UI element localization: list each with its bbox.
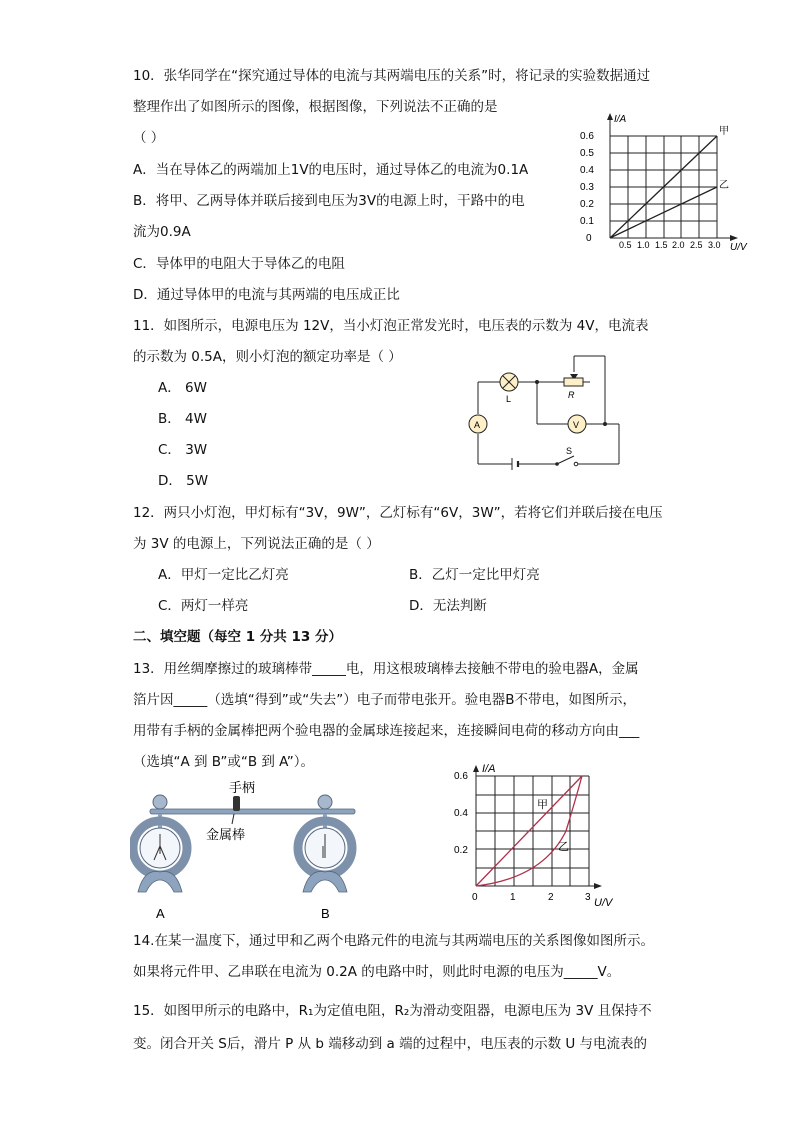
q14-xtick: 1 bbox=[510, 892, 516, 903]
q12-option-b: B．乙灯一定比甲灯亮 bbox=[409, 567, 540, 583]
q13-stem-line2: 箔片因_____（选填“得到”或“失去”）电子而带电张开。验电器B不带电，如图所示， bbox=[133, 692, 636, 708]
q11-option-a: A． 6W bbox=[158, 380, 207, 396]
q14-ytick: 0.2 bbox=[454, 845, 468, 856]
q10-ytick: 0.3 bbox=[580, 182, 594, 193]
q10-xtick: 2.0 bbox=[672, 240, 685, 250]
q13-electroscope-b bbox=[298, 821, 352, 892]
q14-xlabel: U/V bbox=[594, 897, 613, 908]
q11-label-a: A bbox=[474, 420, 481, 430]
q10-stem-line2: 整理作出了如图所示的图像，根据图像，下列说法不正确的是 bbox=[133, 99, 498, 115]
q11-lamp bbox=[500, 373, 518, 391]
q10-ytick: 0.6 bbox=[580, 131, 594, 142]
q14-xtick: 2 bbox=[548, 892, 554, 903]
q11-option-c: C． 3W bbox=[158, 442, 208, 458]
q10-label-yi: 乙 bbox=[719, 180, 729, 191]
q10-option-b-line1: B．将甲、乙两导体并联后接到电压为3V的电源上时，干路中的电 bbox=[133, 193, 525, 209]
q10-ytick: 0.1 bbox=[580, 216, 594, 227]
q10-ytick: 0.2 bbox=[580, 199, 594, 210]
q13-electroscope-figure bbox=[130, 772, 370, 924]
q14-stem-line1: 14.在某一温度下，通过甲和乙两个电路元件的电流与其两端电压的关系图像如图所示。 bbox=[133, 933, 654, 949]
q14-iu-graph bbox=[448, 760, 628, 908]
q13-label-a: A bbox=[156, 906, 165, 921]
q10-answer-paren: （ ） bbox=[133, 130, 165, 146]
q11-option-d: D． 5W bbox=[158, 473, 209, 489]
q11-label-s: S bbox=[566, 446, 573, 456]
q14-ylabel: I/A bbox=[482, 763, 496, 775]
q14-ytick: 0.4 bbox=[454, 808, 468, 819]
q11-label-v: V bbox=[573, 420, 580, 430]
q11-rheostat bbox=[564, 378, 583, 386]
q10-xlabel: U/V bbox=[730, 242, 747, 250]
q10-option-d: D．通过导体甲的电流与其两端的电压成正比 bbox=[133, 287, 400, 303]
q10-ylabel: I/A bbox=[614, 114, 627, 125]
q10-ytick: 0 bbox=[586, 233, 592, 244]
q12-option-c: C．两灯一样亮 bbox=[158, 598, 249, 614]
q11-stem-line1: 11．如图所示，电源电压为 12V，当小灯泡正常发光时，电压表的示数为 4V，电流表 bbox=[133, 318, 649, 334]
q11-label-l: L bbox=[506, 394, 512, 404]
q14-label-jia: 甲 bbox=[537, 799, 548, 811]
q14-ytick: 0.6 bbox=[454, 771, 468, 782]
q10-xtick: 0.5 bbox=[619, 240, 632, 250]
q14-label-yi: 乙 bbox=[558, 841, 569, 853]
q10-xtick: 2.5 bbox=[690, 240, 703, 250]
q10-xtick: 1.0 bbox=[637, 240, 650, 250]
q11-label-r: R bbox=[568, 390, 575, 400]
q13-label-rod: 金属棒 bbox=[206, 827, 246, 842]
q10-option-b-line2: 流为0.9A bbox=[133, 224, 191, 240]
q15-stem-line2: 变。闭合开关 S后，滑片 P 从 b 端移动到 a 端的过程中，电压表的示数 U 与电流表的 bbox=[133, 1036, 648, 1052]
q15-stem-line1: 15．如图甲所示的电路中，R₁为定值电阻，R₂为滑动变阻器，电源电压为 3V 且保持不 bbox=[133, 1003, 652, 1019]
q13-electroscope-a bbox=[133, 821, 187, 892]
q12-stem-line1: 12．两只小灯泡，甲灯标有“3V，9W”，乙灯标有“6V，3W”，若将它们并联后接在电压 bbox=[133, 505, 663, 521]
q13-stem-line1: 13．用丝绸摩擦过的玻璃棒带_____电，用这根玻璃棒去接触不带电的验电器A，金属 bbox=[133, 661, 639, 677]
q10-iu-graph bbox=[572, 108, 752, 250]
q13-label-b: B bbox=[321, 906, 330, 921]
q10-label-jia: 甲 bbox=[719, 126, 729, 137]
q10-option-a: A．当在导体乙的两端加上1V的电压时，通过导体乙的电流为0.1A bbox=[133, 162, 529, 178]
q10-xtick: 1.5 bbox=[655, 240, 668, 250]
q13-stem-line4: （选填“A 到 B”或“B 到 A”）。 bbox=[133, 754, 314, 770]
q14-xtick: 3 bbox=[585, 892, 591, 903]
q13-stem-line3: 用带有手柄的金属棒把两个验电器的金属球连接起来，连接瞬间电荷的移动方向由___ bbox=[133, 723, 640, 739]
q12-option-a: A．甲灯一定比乙灯亮 bbox=[158, 567, 289, 583]
q13-metal-rod bbox=[150, 809, 355, 814]
q11-option-b: B． 4W bbox=[158, 411, 207, 427]
q10-option-c: C．导体甲的电阻大于导体乙的电阻 bbox=[133, 256, 345, 272]
q14-stem-line2: 如果将元件甲、乙串联在电流为 0.2A 的电路中时，则此时电源的电压为_____V。 bbox=[133, 964, 621, 980]
q13-label-handle: 手柄 bbox=[229, 780, 256, 795]
q10-stem-line1: 10．张华同学在“探究通过导体的电流与其两端电压的关系”时，将记录的实验数据通过 bbox=[133, 68, 651, 84]
q10-xtick: 3.0 bbox=[708, 240, 721, 250]
q11-circuit-diagram bbox=[462, 350, 632, 472]
section-title-fill-in: 二、填空题（每空 1 分共 13 分） bbox=[133, 629, 342, 645]
q11-stem-line2: 的示数为 0.5A，则小灯泡的额定功率是（ ） bbox=[133, 349, 402, 365]
q10-ytick: 0.4 bbox=[580, 165, 594, 176]
q13-handle bbox=[233, 796, 240, 811]
q14-xtick: 0 bbox=[472, 892, 478, 903]
q12-option-d: D．无法判断 bbox=[409, 598, 487, 614]
q10-ytick: 0.5 bbox=[580, 148, 594, 159]
q12-stem-line2: 为 3V 的电源上，下列说法正确的是（ ） bbox=[133, 536, 380, 552]
